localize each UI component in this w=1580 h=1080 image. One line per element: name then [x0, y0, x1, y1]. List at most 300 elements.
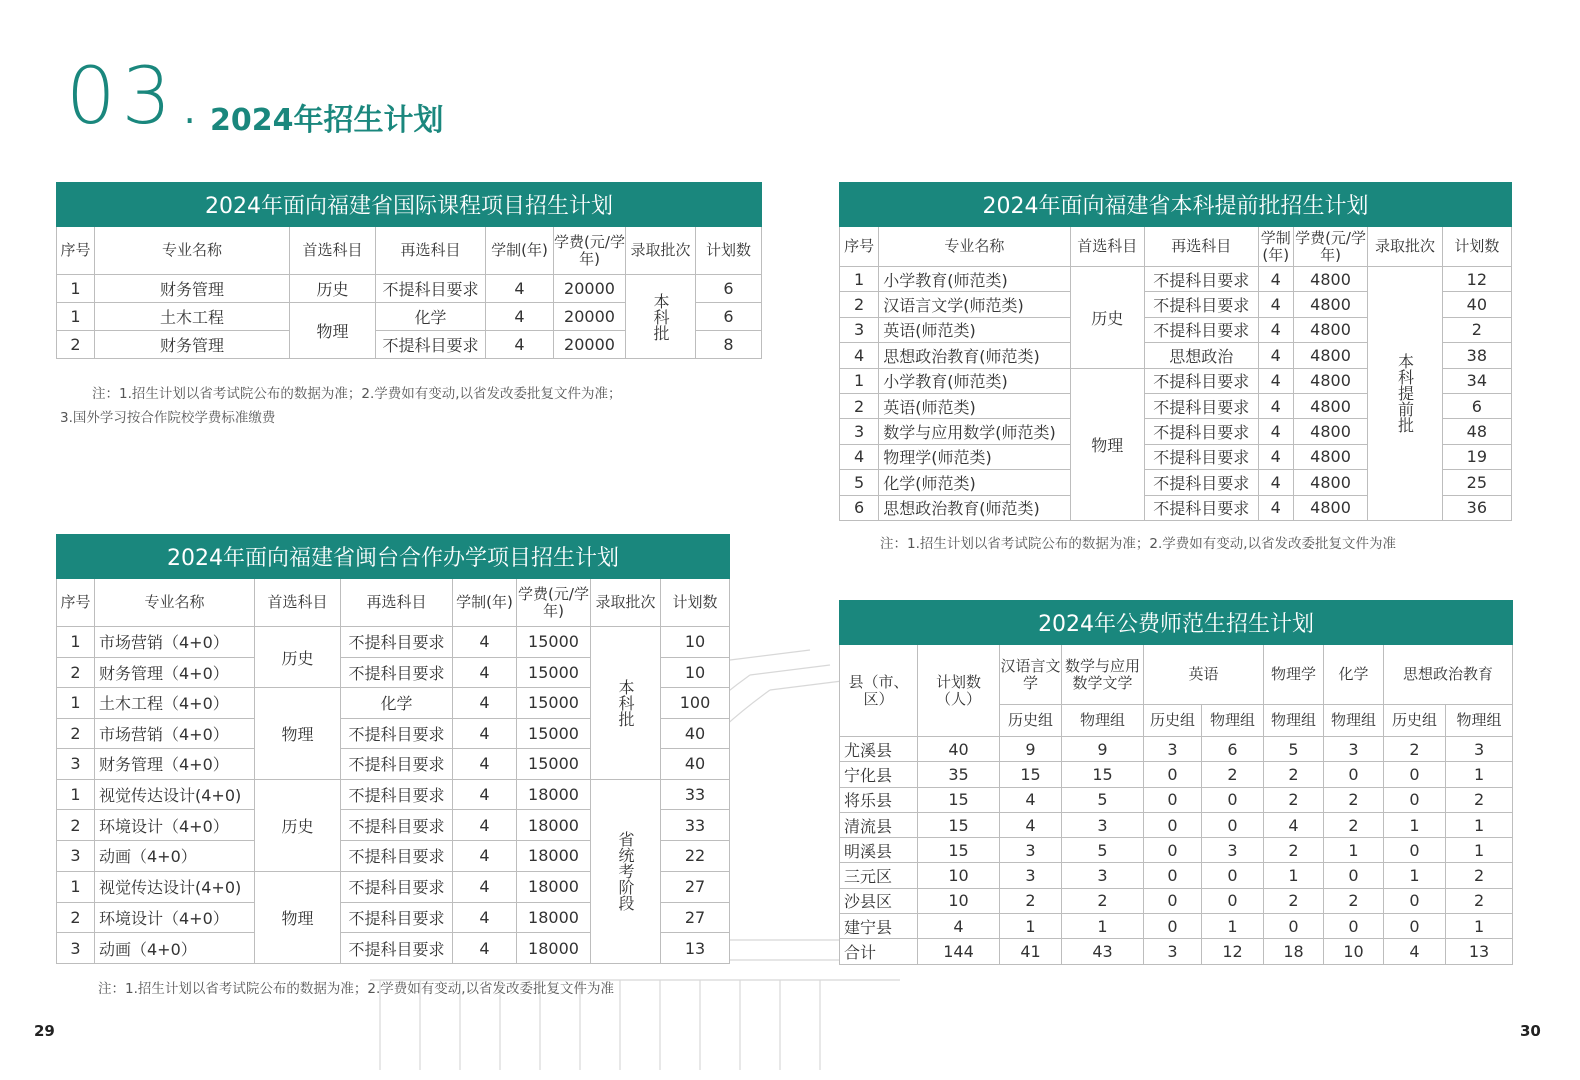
cell: 4 [1000, 812, 1062, 837]
header-cell: 再选科目 [341, 579, 453, 627]
cell: 2 [57, 810, 95, 841]
cell: 1 [57, 275, 95, 303]
cell: 19 [1442, 444, 1511, 469]
cell: 不提科目要求 [1144, 267, 1258, 292]
cell: 不提科目要求 [1144, 292, 1258, 317]
cell: 25 [1442, 470, 1511, 495]
cell: 3 [1000, 863, 1062, 888]
cell: 3 [1062, 812, 1144, 837]
cell: 38 [1442, 343, 1511, 368]
cell: 2 [1062, 888, 1144, 913]
cell: 动画（4+0） [95, 841, 255, 872]
header-cell: 学制(年) [486, 227, 554, 275]
cell: 15000 [517, 749, 591, 780]
cell: 物理学(师范类) [879, 444, 1070, 469]
table-row [840, 838, 1513, 863]
cell: 5 [1062, 787, 1144, 812]
cell: 化学 [376, 303, 486, 331]
cell: 0 [1324, 863, 1384, 888]
cell: 100 [661, 688, 730, 719]
cell: 3 [1144, 939, 1202, 964]
cell: 不提科目要求 [341, 871, 453, 902]
cell: 1 [1000, 914, 1062, 939]
cell: 3 [1062, 863, 1144, 888]
cell: 0 [1144, 838, 1202, 863]
header-cell: 汉语言文学 [1000, 645, 1062, 705]
table-note: 注：1.招生计划以省考试院公布的数据为准；2.学费如有变动,以省发改委批复文件为准； [92, 386, 622, 402]
table-row [840, 812, 1513, 837]
header-cell: 序号 [57, 579, 95, 627]
cell: 历史 [255, 627, 341, 688]
cell: 2 [1446, 888, 1513, 913]
cell: 不提科目要求 [1144, 444, 1258, 469]
table-caption: 2024年公费师范生招生计划 [840, 601, 1513, 645]
table-caption: 2024年面向福建省闽台合作办学项目招生计划 [57, 535, 730, 579]
cell: 1 [1446, 762, 1513, 787]
cell: 8 [696, 331, 762, 359]
page-number-right: 30 [1520, 1022, 1541, 1040]
cell: 历史 [255, 779, 341, 871]
cell: 18000 [517, 933, 591, 964]
cell: 4 [453, 902, 517, 933]
cell: 不提科目要求 [341, 718, 453, 749]
cell: 英语(师范类) [879, 317, 1070, 342]
table-row [840, 863, 1513, 888]
batch-cell: 省统考阶段 [591, 779, 661, 964]
cell: 4 [453, 688, 517, 719]
cell: 4 [1258, 444, 1293, 469]
cell: 15 [918, 838, 1000, 863]
cell: 15 [918, 812, 1000, 837]
cell: 1 [57, 779, 95, 810]
cell: 4 [486, 275, 554, 303]
table-row [840, 267, 1512, 292]
header-cell: 再选科目 [376, 227, 486, 275]
cell: 34 [1442, 368, 1511, 393]
cell: 小学教育(师范类) [879, 368, 1070, 393]
header-cell: 再选科目 [1144, 227, 1258, 267]
cell: 2 [57, 718, 95, 749]
cell: 4 [453, 810, 517, 841]
header-cell: 数学与应用数学文学 [1062, 645, 1144, 705]
cell: 0 [1324, 762, 1384, 787]
cell: 33 [661, 810, 730, 841]
cell: 0 [1202, 812, 1264, 837]
header-cell: 计划数 [661, 579, 730, 627]
subheader-cell: 物理组 [1446, 705, 1513, 737]
cell: 20000 [554, 303, 626, 331]
cell: 2 [1264, 787, 1324, 812]
cell: 财务管理（4+0） [95, 749, 255, 780]
cell: 15000 [517, 688, 591, 719]
cell: 4 [1258, 267, 1293, 292]
cell: 3 [1202, 838, 1264, 863]
cell: 12 [1202, 939, 1264, 964]
cell: 3 [840, 317, 879, 342]
cell: 建宁县 [840, 914, 918, 939]
cell: 10 [918, 863, 1000, 888]
cell: 0 [1384, 914, 1446, 939]
cell: 0 [1384, 762, 1446, 787]
cell: 化学(师范类) [879, 470, 1070, 495]
batch-cell: 本科批 [626, 275, 696, 359]
cell: 财务管理 [95, 275, 290, 303]
cell: 15000 [517, 657, 591, 688]
header-cell: 录取批次 [1368, 227, 1442, 267]
cell: 思想政治教育(师范类) [879, 343, 1070, 368]
cell: 0 [1384, 888, 1446, 913]
cell: 3 [1000, 838, 1062, 863]
cell: 0 [1384, 838, 1446, 863]
cell: 18000 [517, 871, 591, 902]
cell: 思想政治 [1144, 343, 1258, 368]
cell: 4800 [1293, 267, 1367, 292]
header-cell: 首选科目 [290, 227, 376, 275]
cell: 4 [453, 871, 517, 902]
cell: 15000 [517, 627, 591, 658]
header-cell: 学费(元/学年) [517, 579, 591, 627]
cell: 不提科目要求 [341, 779, 453, 810]
cell: 40 [1442, 292, 1511, 317]
cell: 12 [1442, 267, 1511, 292]
cell: 2 [1324, 787, 1384, 812]
cell: 36 [1442, 495, 1511, 520]
cell: 6 [1442, 393, 1511, 418]
cell: 4800 [1293, 495, 1367, 520]
cell: 财务管理 [95, 331, 290, 359]
subheader-cell: 历史组 [1144, 705, 1202, 737]
cell: 4 [453, 779, 517, 810]
cell: 27 [661, 902, 730, 933]
cell: 10 [661, 657, 730, 688]
cell: 6 [696, 275, 762, 303]
cell: 2 [1000, 888, 1062, 913]
cell: 历史 [1070, 267, 1144, 369]
table-caption: 2024年面向福建省本科提前批招生计划 [840, 183, 1512, 227]
cell: 18000 [517, 841, 591, 872]
cell: 市场营销（4+0） [95, 718, 255, 749]
subheader-cell: 物理组 [1062, 705, 1144, 737]
table-note: 注：1.招生计划以省考试院公布的数据为准；2.学费如有变动,以省发改委批复文件为准 [880, 536, 1397, 552]
cell: 10 [918, 888, 1000, 913]
cell: 不提科目要求 [1144, 495, 1258, 520]
cell: 1 [840, 368, 879, 393]
subheader-cell: 物理组 [1264, 705, 1324, 737]
cell: 4 [453, 627, 517, 658]
header-cell: 英语 [1144, 645, 1264, 705]
cell: 3 [57, 749, 95, 780]
cell: 33 [661, 779, 730, 810]
cell: 1 [57, 871, 95, 902]
header-cell: 首选科目 [1070, 227, 1144, 267]
cell: 视觉传达设计(4+0) [95, 871, 255, 902]
cell: 不提科目要求 [341, 657, 453, 688]
table-row [840, 762, 1513, 787]
early-batch-table [839, 182, 1512, 521]
cell: 1 [840, 267, 879, 292]
cell: 0 [1202, 863, 1264, 888]
cell: 6 [1202, 737, 1264, 762]
subheader-cell: 历史组 [1384, 705, 1446, 737]
header-cell: 计划数 [1442, 227, 1511, 267]
cell: 6 [696, 303, 762, 331]
mintai-program-table [56, 534, 730, 964]
cell: 1 [1446, 914, 1513, 939]
subheader-cell: 物理组 [1324, 705, 1384, 737]
cell: 144 [918, 939, 1000, 964]
cell: 环境设计（4+0） [95, 902, 255, 933]
cell: 宁化县 [840, 762, 918, 787]
header-cell: 专业名称 [95, 227, 290, 275]
header-cell: 录取批次 [626, 227, 696, 275]
cell: 不提科目要求 [341, 933, 453, 964]
header-cell: 计划数（人） [918, 645, 1000, 737]
cell: 40 [918, 737, 1000, 762]
cell: 3 [1144, 737, 1202, 762]
cell: 4 [1258, 470, 1293, 495]
cell: 2 [57, 657, 95, 688]
cell: 4 [1258, 419, 1293, 444]
cell: 环境设计（4+0） [95, 810, 255, 841]
cell: 三元区 [840, 863, 918, 888]
cell: 数学与应用数学(师范类) [879, 419, 1070, 444]
cell: 4800 [1293, 292, 1367, 317]
header-cell: 首选科目 [255, 579, 341, 627]
table-row [840, 939, 1513, 964]
cell: 0 [1144, 863, 1202, 888]
cell: 视觉传达设计(4+0) [95, 779, 255, 810]
cell: 22 [661, 841, 730, 872]
cell: 18 [1264, 939, 1324, 964]
table-row [840, 914, 1513, 939]
cell: 4 [918, 914, 1000, 939]
cell: 48 [1442, 419, 1511, 444]
cell: 0 [1384, 787, 1446, 812]
cell: 10 [661, 627, 730, 658]
cell: 土木工程（4+0） [95, 688, 255, 719]
cell: 1 [57, 303, 95, 331]
table-note: 注：1.招生计划以省考试院公布的数据为准；2.学费如有变动,以省发改委批复文件为准 [98, 981, 615, 997]
cell: 13 [1446, 939, 1513, 964]
cell: 4800 [1293, 343, 1367, 368]
cell: 思想政治教育(师范类) [879, 495, 1070, 520]
cell: 4 [453, 841, 517, 872]
section-number: 03. [66, 52, 209, 142]
cell: 6 [840, 495, 879, 520]
cell: 英语(师范类) [879, 393, 1070, 418]
table-note: 3.国外学习按合作院校学费标准缴费 [60, 410, 276, 426]
cell: 3 [57, 841, 95, 872]
table-row [840, 737, 1513, 762]
table-row [840, 787, 1513, 812]
cell: 27 [661, 871, 730, 902]
cell: 4 [840, 343, 879, 368]
cell: 5 [1062, 838, 1144, 863]
table-row [57, 627, 730, 658]
cell: 1 [1324, 838, 1384, 863]
table-row [57, 275, 762, 303]
table-row [840, 888, 1513, 913]
cell: 4 [453, 749, 517, 780]
cell: 2 [1442, 317, 1511, 342]
header-cell: 学费(元/学年) [1293, 227, 1367, 267]
cell: 4 [1000, 787, 1062, 812]
cell: 不提科目要求 [1144, 393, 1258, 418]
cell: 15 [918, 787, 1000, 812]
cell: 4 [1258, 393, 1293, 418]
cell: 4800 [1293, 368, 1367, 393]
cell: 0 [1202, 787, 1264, 812]
cell: 40 [661, 718, 730, 749]
cell: 不提科目要求 [341, 627, 453, 658]
cell: 0 [1324, 914, 1384, 939]
cell: 5 [840, 470, 879, 495]
cell: 财务管理（4+0） [95, 657, 255, 688]
cell: 4 [840, 444, 879, 469]
cell: 4800 [1293, 419, 1367, 444]
cell: 4800 [1293, 470, 1367, 495]
cell: 4 [1264, 812, 1324, 837]
cell: 2 [1264, 888, 1324, 913]
cell: 土木工程 [95, 303, 290, 331]
cell: 不提科目要求 [341, 810, 453, 841]
cell: 合计 [840, 939, 918, 964]
cell: 沙县区 [840, 888, 918, 913]
cell: 9 [1062, 737, 1144, 762]
header-cell: 学制(年) [1258, 227, 1293, 267]
cell: 0 [1264, 914, 1324, 939]
cell: 0 [1202, 888, 1264, 913]
cell: 15 [1000, 762, 1062, 787]
header-cell: 录取批次 [591, 579, 661, 627]
header-cell: 物理学 [1264, 645, 1324, 705]
cell: 4 [486, 303, 554, 331]
cell: 18000 [517, 902, 591, 933]
section-title: 2024年招生计划 [210, 103, 444, 138]
cell: 13 [661, 933, 730, 964]
cell: 汉语言文学(师范类) [879, 292, 1070, 317]
cell: 1 [1384, 863, 1446, 888]
cell: 4800 [1293, 393, 1367, 418]
cell: 41 [1000, 939, 1062, 964]
cell: 35 [918, 762, 1000, 787]
cell: 2 [1324, 812, 1384, 837]
cell: 1 [1202, 914, 1264, 939]
cell: 18000 [517, 810, 591, 841]
cell: 0 [1144, 888, 1202, 913]
cell: 4 [1384, 939, 1446, 964]
cell: 1 [1264, 863, 1324, 888]
cell: 4 [1258, 343, 1293, 368]
cell: 2 [1202, 762, 1264, 787]
cell: 1 [1446, 838, 1513, 863]
batch-cell: 本科提前批 [1368, 267, 1442, 521]
header-cell: 化学 [1324, 645, 1384, 705]
subheader-cell: 历史组 [1000, 705, 1062, 737]
cell: 3 [57, 933, 95, 964]
cell: 2 [840, 393, 879, 418]
public-teacher-table [839, 600, 1513, 965]
cell: 15000 [517, 718, 591, 749]
cell: 3 [1324, 737, 1384, 762]
cell: 2 [1264, 838, 1324, 863]
cell: 10 [1324, 939, 1384, 964]
cell: 5 [1264, 737, 1324, 762]
subheader-cell: 物理组 [1202, 705, 1264, 737]
header-cell: 序号 [57, 227, 95, 275]
international-program-table [56, 182, 762, 359]
header-cell: 思想政治教育 [1384, 645, 1513, 705]
cell: 40 [661, 749, 730, 780]
cell: 18000 [517, 779, 591, 810]
cell: 2 [1446, 863, 1513, 888]
cell: 4 [453, 933, 517, 964]
cell: 明溪县 [840, 838, 918, 863]
cell: 4800 [1293, 317, 1367, 342]
cell: 不提科目要求 [1144, 419, 1258, 444]
cell: 1 [1062, 914, 1144, 939]
cell: 9 [1000, 737, 1062, 762]
cell: 2 [840, 292, 879, 317]
header-cell: 专业名称 [879, 227, 1070, 267]
cell: 20000 [554, 275, 626, 303]
cell: 不提科目要求 [341, 902, 453, 933]
cell: 20000 [554, 331, 626, 359]
cell: 不提科目要求 [376, 275, 486, 303]
cell: 2 [57, 902, 95, 933]
cell: 历史 [290, 275, 376, 303]
cell: 2 [1324, 888, 1384, 913]
cell: 不提科目要求 [376, 331, 486, 359]
cell: 物理 [290, 303, 376, 359]
table-row [57, 779, 730, 810]
page-number-left: 29 [34, 1022, 55, 1040]
cell: 市场营销（4+0） [95, 627, 255, 658]
cell: 1 [57, 627, 95, 658]
cell: 物理 [1070, 368, 1144, 520]
batch-cell: 本科批 [591, 627, 661, 780]
cell: 动画（4+0） [95, 933, 255, 964]
cell: 1 [57, 688, 95, 719]
header-cell: 序号 [840, 227, 879, 267]
cell: 尤溪县 [840, 737, 918, 762]
cell: 1 [1446, 812, 1513, 837]
cell: 3 [1446, 737, 1513, 762]
header-cell: 学制(年) [453, 579, 517, 627]
cell: 1 [1384, 812, 1446, 837]
cell: 2 [1384, 737, 1446, 762]
cell: 4800 [1293, 444, 1367, 469]
cell: 0 [1144, 914, 1202, 939]
cell: 清流县 [840, 812, 918, 837]
cell: 4 [1258, 317, 1293, 342]
table-caption: 2024年面向福建省国际课程项目招生计划 [57, 183, 762, 227]
cell: 15 [1062, 762, 1144, 787]
cell: 43 [1062, 939, 1144, 964]
cell: 4 [1258, 368, 1293, 393]
header-cell: 学费(元/学年) [554, 227, 626, 275]
cell: 3 [840, 419, 879, 444]
header-cell: 县（市、区） [840, 645, 918, 737]
cell: 2 [57, 331, 95, 359]
cell: 物理 [255, 688, 341, 780]
cell: 2 [1264, 762, 1324, 787]
header-cell: 计划数 [696, 227, 762, 275]
cell: 将乐县 [840, 787, 918, 812]
cell: 2 [1446, 787, 1513, 812]
header-cell: 专业名称 [95, 579, 255, 627]
cell: 4 [1258, 292, 1293, 317]
